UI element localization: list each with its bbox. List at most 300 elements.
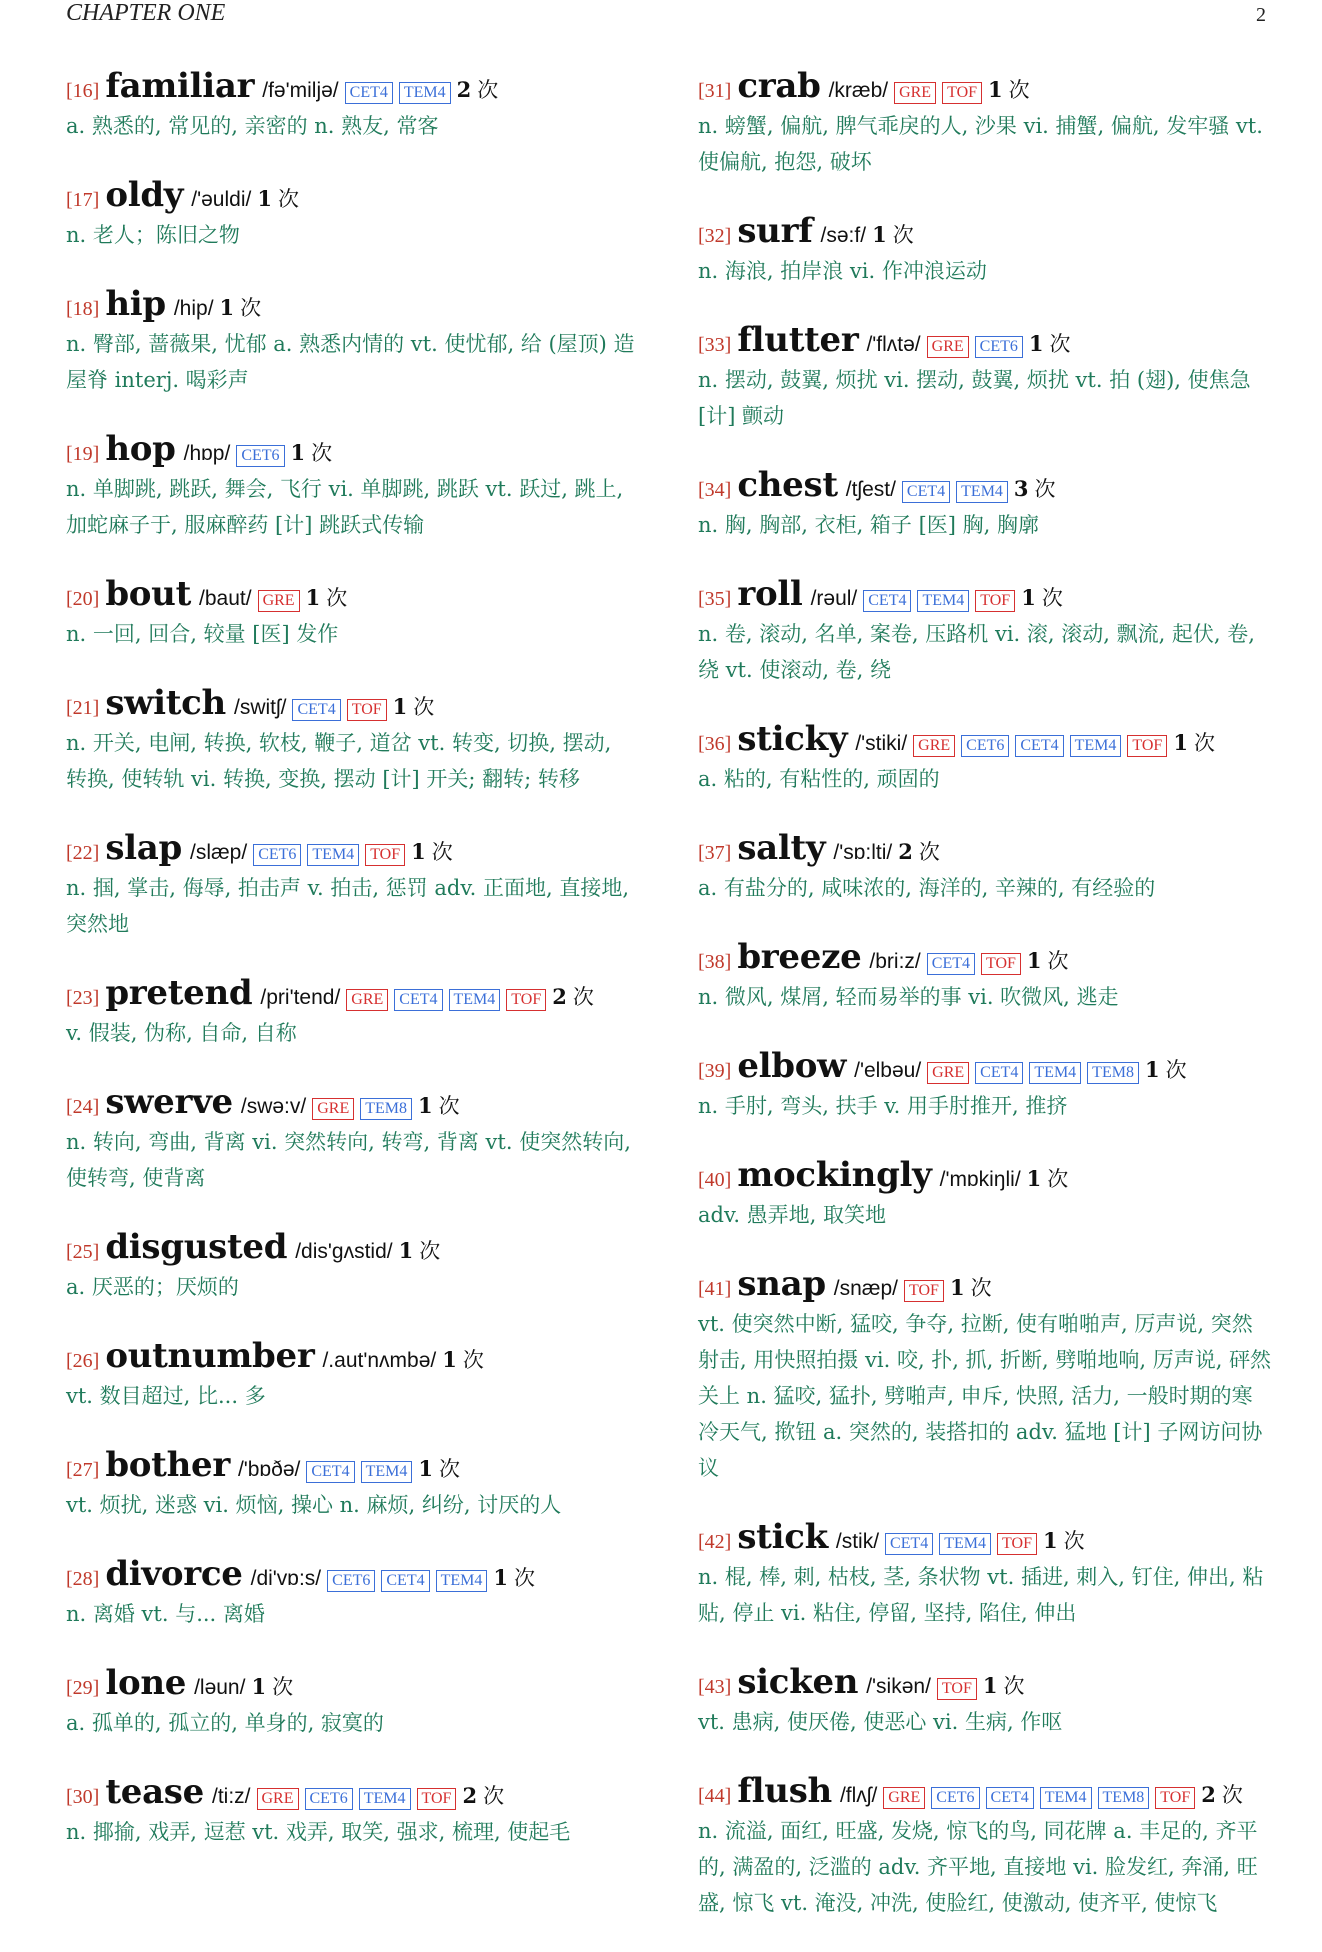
entry-index: [42]: [698, 1531, 732, 1553]
entry-phonetic: /hɒp/: [183, 442, 231, 465]
entry-definition: n. 微风, 煤屑, 轻而易举的事 vi. 吹微风, 逃走: [698, 985, 1119, 1009]
frequency-number: 1: [1042, 1528, 1058, 1553]
frequency-unit: 次: [892, 223, 914, 247]
entry-index: [32]: [698, 225, 732, 247]
exam-tag: CET4: [902, 481, 950, 503]
entry-definition: vt. 烦扰, 迷惑 vi. 烦恼, 操心 n. 麻烦, 纠纷, 讨厌的人: [66, 1493, 562, 1517]
entry-definition: n. 转向, 弯曲, 背离 vi. 突然转向, 转弯, 背离 vt. 使突然转向, 使转弯, 使背离: [66, 1130, 631, 1190]
entry-frequency: [1173, 723, 1215, 763]
frequency-number: 1: [1144, 1057, 1160, 1082]
exam-tag: TEM8: [1087, 1062, 1139, 1084]
vocab-entry: [66, 175, 636, 253]
frequency-unit: 次: [277, 187, 299, 211]
vocab-entry: [66, 973, 636, 1051]
entry-phonetic: /'sɒ:lti/: [833, 841, 893, 864]
entry-word: roll: [737, 574, 803, 614]
exam-tag: CET6: [236, 445, 284, 467]
entry-definition: n. 臀部, 蔷薇果, 忧郁 a. 熟悉内情的 vt. 使忧郁, 给 (屋顶) 造屋脊 interj. 喝彩声: [66, 332, 635, 392]
vocab-entry: [66, 1554, 636, 1632]
entry-frequency: [399, 1231, 441, 1271]
entry-definition: n. 摆动, 鼓翼, 烦扰 vi. 摆动, 鼓翼, 烦扰 vt. 拍 (翅), 使焦急 [计] 颤动: [698, 368, 1251, 428]
entry-frequency: [411, 832, 453, 872]
entry-word: hip: [105, 284, 166, 324]
entry-phonetic: /snæp/: [833, 1277, 898, 1300]
entry-phonetic: /'flʌtə/: [866, 333, 921, 356]
exam-tag: TOF: [942, 82, 982, 104]
exam-tag: TOF: [904, 1280, 944, 1302]
vocab-entry: [698, 1155, 1272, 1233]
entry-definition: n. 卷, 滚动, 名单, 案卷, 压路机 vi. 滚, 滚动, 飘流, 起伏, 卷, 绕 vt. 使滚动, 卷, 绕: [698, 622, 1255, 682]
exam-tag: CET4: [381, 1570, 429, 1592]
entry-word: swerve: [105, 1082, 233, 1122]
vocab-entry: [698, 320, 1272, 434]
entry-frequency: [457, 70, 499, 110]
frequency-number: 2: [462, 1783, 478, 1808]
entry-definition: n. 老人；陈旧之物: [66, 223, 240, 247]
entry-index: [33]: [698, 334, 732, 356]
entry-headline: [66, 1663, 636, 1703]
entry-headline: [698, 211, 1272, 251]
entry-index: [17]: [66, 189, 100, 211]
frequency-unit: 次: [240, 296, 262, 320]
frequency-unit: 次: [1063, 1529, 1085, 1553]
entry-frequency: [552, 977, 594, 1017]
entry-index: [39]: [698, 1060, 732, 1082]
entry-frequency: [1201, 1775, 1243, 1815]
entry-phonetic: /'bɒðə/: [237, 1458, 301, 1481]
entry-index: [34]: [698, 479, 732, 501]
entry-word: slap: [105, 828, 182, 868]
frequency-number: 1: [872, 222, 887, 247]
vocab-entry: [66, 828, 636, 942]
entry-phonetic: /'sikən/: [866, 1675, 931, 1698]
exam-tag: TEM4: [449, 989, 501, 1011]
exam-tag: TEM4: [956, 481, 1008, 503]
entry-frequency: [251, 1667, 293, 1707]
entry-frequency: [1029, 324, 1071, 364]
entry-phonetic: /swə:v/: [240, 1095, 307, 1118]
vocab-entry: [698, 719, 1272, 797]
exam-tag: CET6: [327, 1570, 375, 1592]
entry-definition: v. 假装, 伪称, 自命, 自称: [66, 1021, 297, 1045]
entry-headline: [66, 1082, 636, 1122]
frequency-number: 1: [392, 694, 408, 719]
entry-definition: a. 厌恶的；厌烦的: [66, 1275, 239, 1299]
entry-definition: n. 流溢, 面红, 旺盛, 发烧, 惊飞的鸟, 同花牌 a. 丰足的, 齐平的, 满盈的, 泛滥的 adv. 齐平地, 直接地 vi. 脸发红, 奔涌, 旺盛, 惊飞 vt. 淹没, 冲洗, 使脸红, 使激动, 使齐平, 使惊飞: [698, 1819, 1258, 1915]
entry-phonetic: /ti:z/: [211, 1785, 251, 1808]
vocab-entry: [698, 1517, 1272, 1631]
exam-tag: GRE: [257, 1788, 299, 1810]
entry-definition: n. 单脚跳, 跳跃, 舞会, 飞行 vi. 单脚跳, 跳跃 vt. 跃过, 跳上, 加蛇麻子于, 服麻醉药 [计] 跳跃式传输: [66, 477, 624, 537]
entry-frequency: [1027, 1159, 1069, 1199]
frequency-number: 1: [1021, 585, 1036, 610]
exam-tag: TOF: [937, 1678, 977, 1700]
entry-word: oldy: [105, 175, 184, 215]
vocab-entry: [66, 1082, 636, 1196]
entry-frequency: [257, 179, 299, 219]
frequency-number: 1: [442, 1347, 457, 1372]
vocab-entry: [66, 1227, 636, 1305]
entry-word: flush: [737, 1771, 832, 1811]
entry-index: [19]: [66, 443, 100, 465]
frequency-number: 3: [1013, 476, 1029, 501]
entry-definition: n. 胸, 胸部, 衣柜, 箱子 [医] 胸, 胸廓: [698, 513, 1040, 537]
chapter-title: CHAPTER ONE: [66, 0, 226, 26]
entry-phonetic: /sə:f/: [820, 224, 867, 247]
exam-tag: TOF: [1127, 735, 1167, 757]
vocab-entry: [66, 429, 636, 543]
entry-word: hop: [105, 429, 176, 469]
entry-frequency: [1145, 1050, 1187, 1090]
vocab-entry: [66, 1336, 636, 1414]
entry-word: pretend: [105, 973, 253, 1013]
page-number: 2: [1256, 4, 1266, 26]
entry-headline: [66, 574, 636, 614]
entry-headline: [66, 429, 636, 469]
frequency-unit: 次: [514, 1566, 535, 1590]
entry-headline: [698, 719, 1272, 759]
entry-index: [21]: [66, 697, 100, 719]
entry-phonetic: /baut/: [199, 587, 252, 610]
frequency-number: 1: [418, 1093, 433, 1118]
entry-definition: n. 揶揄, 戏弄, 逗惹 vt. 戏弄, 取笑, 强求, 梳理, 使起毛: [66, 1820, 571, 1844]
frequency-number: 1: [982, 1673, 998, 1698]
frequency-number: 1: [290, 440, 306, 465]
entry-phonetic: /kræb/: [828, 79, 889, 102]
entry-headline: [698, 1771, 1272, 1811]
vocab-entry: [66, 284, 636, 398]
entry-word: switch: [105, 683, 226, 723]
frequency-number: 2: [898, 839, 913, 864]
entry-headline: [698, 937, 1272, 977]
entry-word: mockingly: [737, 1155, 932, 1195]
entry-phonetic: /'əuldi/: [191, 188, 252, 211]
exam-tag: TOF: [365, 844, 405, 866]
entry-frequency: [950, 1268, 992, 1308]
entry-frequency: [898, 832, 940, 872]
entry-index: [22]: [66, 842, 100, 864]
entry-index: [24]: [66, 1096, 100, 1118]
entry-headline: [66, 1445, 636, 1485]
exam-tag: CET4: [1015, 735, 1063, 757]
entry-frequency: [462, 1776, 504, 1816]
left-column: [66, 66, 636, 1881]
exam-tag: GRE: [258, 590, 300, 612]
exam-tag: GRE: [927, 336, 969, 358]
frequency-unit: 次: [1047, 1167, 1069, 1191]
frequency-number: 2: [1201, 1782, 1216, 1807]
entry-index: [44]: [698, 1785, 732, 1807]
entry-headline: [66, 1227, 636, 1267]
entry-index: [31]: [698, 80, 732, 102]
exam-tag: GRE: [894, 82, 936, 104]
entry-headline: [698, 465, 1272, 505]
vocab-entry: [698, 828, 1272, 906]
frequency-unit: 次: [483, 1784, 505, 1808]
entry-headline: [698, 1046, 1272, 1086]
vocab-entry: [66, 1663, 636, 1741]
exam-tag: CET4: [394, 989, 442, 1011]
frequency-unit: 次: [477, 78, 499, 102]
exam-tag: TEM4: [361, 1461, 413, 1483]
entry-headline: [698, 66, 1272, 106]
entry-word: lone: [105, 1663, 187, 1703]
entry-word: crab: [737, 66, 821, 106]
frequency-unit: 次: [1008, 78, 1030, 102]
exam-tag: CET4: [927, 953, 975, 975]
exam-tag: TOF: [1155, 1787, 1195, 1809]
exam-tag: GRE: [883, 1787, 925, 1809]
frequency-unit: 次: [1034, 477, 1056, 501]
vocab-entry: [698, 1264, 1272, 1486]
entry-definition: vt. 患病, 使厌倦, 使恶心 vi. 生病, 作呕: [698, 1710, 1063, 1734]
frequency-unit: 次: [1193, 731, 1215, 755]
entry-index: [16]: [66, 80, 100, 102]
entry-index: [20]: [66, 588, 100, 610]
exam-tag: TEM4: [359, 1788, 411, 1810]
entry-frequency: [988, 70, 1030, 110]
entry-frequency: [1021, 578, 1063, 618]
entry-index: [40]: [698, 1169, 732, 1191]
entry-definition: n. 棍, 棒, 刺, 枯枝, 茎, 条状物 vt. 插进, 刺入, 钉住, 伸出, 粘贴, 停止 vi. 粘住, 停留, 坚持, 陷住, 伸出: [698, 1565, 1264, 1625]
exam-tag: CET6: [975, 336, 1023, 358]
entry-headline: [698, 1662, 1272, 1702]
frequency-unit: 次: [1047, 949, 1069, 973]
entry-word: snap: [737, 1264, 826, 1304]
frequency-number: 1: [1026, 1166, 1042, 1191]
exam-tag: GRE: [927, 1062, 969, 1084]
entry-headline: [66, 828, 636, 868]
entry-headline: [66, 284, 636, 324]
exam-tag: CET6: [931, 1787, 979, 1809]
frequency-unit: 次: [311, 441, 333, 465]
exam-tag: GRE: [346, 989, 388, 1011]
entry-word: salty: [737, 828, 826, 868]
entry-definition: n. 螃蟹, 偏航, 脾气乖戾的人, 沙果 vi. 捕蟹, 偏航, 发牢骚 vt. 使偏航, 抱怨, 破坏: [698, 114, 1263, 174]
exam-tag: CET6: [253, 844, 301, 866]
entry-word: sticky: [737, 719, 848, 759]
entry-phonetic: /stik/: [835, 1530, 880, 1553]
frequency-unit: 次: [419, 1239, 441, 1263]
entry-phonetic: /flʌʃ/: [839, 1784, 878, 1807]
exam-tag: GRE: [913, 735, 955, 757]
entry-index: [29]: [66, 1677, 100, 1699]
frequency-unit: 次: [918, 840, 940, 864]
exam-tag: CET4: [306, 1461, 354, 1483]
entry-definition: n. 离婚 vt. 与... 离婚: [66, 1602, 265, 1626]
entry-definition: a. 粘的, 有粘性的, 顽固的: [698, 767, 940, 791]
right-column: [698, 66, 1272, 1952]
frequency-unit: 次: [326, 586, 348, 610]
exam-tag: TEM4: [917, 590, 969, 612]
frequency-unit: 次: [462, 1348, 484, 1372]
frequency-number: 1: [398, 1238, 414, 1263]
entry-index: [28]: [66, 1568, 100, 1590]
entry-word: disgusted: [105, 1227, 288, 1267]
entry-headline: [698, 828, 1272, 868]
entry-index: [37]: [698, 842, 732, 864]
entry-headline: [66, 1336, 636, 1376]
exam-tag: CET4: [292, 699, 340, 721]
entry-headline: [66, 175, 636, 215]
entry-headline: [698, 1517, 1272, 1557]
exam-tag: TOF: [347, 699, 387, 721]
entry-word: stick: [737, 1517, 828, 1557]
page-header: [66, 0, 1266, 30]
vocab-entry: [66, 66, 636, 144]
entry-definition: a. 孤单的, 孤立的, 单身的, 寂寞的: [66, 1711, 384, 1735]
entry-frequency: [393, 687, 435, 727]
entry-frequency: [983, 1666, 1025, 1706]
entry-word: flutter: [737, 320, 859, 360]
entry-headline: [698, 320, 1272, 360]
entry-definition: adv. 愚弄地, 取笑地: [698, 1203, 887, 1227]
entry-phonetic: /ləun/: [194, 1676, 246, 1699]
exam-tag: TEM4: [307, 844, 359, 866]
frequency-unit: 次: [1049, 332, 1071, 356]
frequency-number: 1: [257, 186, 272, 211]
vocab-entry: [698, 1771, 1272, 1921]
entry-frequency: [220, 288, 262, 328]
vocab-entry: [698, 574, 1272, 688]
entry-phonetic: /fə'miljə/: [262, 79, 339, 102]
entry-frequency: [1027, 941, 1069, 981]
frequency-unit: 次: [438, 1094, 460, 1118]
frequency-number: 1: [493, 1565, 508, 1590]
entry-word: chest: [737, 465, 838, 505]
entry-definition: n. 一回, 回合, 较量 [医] 发作: [66, 622, 339, 646]
entry-phonetic: /di'vɒ:s/: [250, 1567, 322, 1590]
entry-frequency: [306, 578, 348, 618]
entry-phonetic: /rəul/: [810, 587, 858, 610]
entry-headline: [66, 683, 636, 723]
exam-tag: CET6: [961, 735, 1009, 757]
entry-frequency: [442, 1340, 484, 1380]
entry-phonetic: /'mɒkiŋli/: [939, 1168, 1021, 1191]
frequency-unit: 次: [1041, 586, 1063, 610]
entry-definition: n. 掴, 掌击, 侮辱, 拍击声 v. 拍击, 惩罚 adv. 正面地, 直接地, 突然地: [66, 876, 630, 936]
frequency-number: 2: [552, 984, 567, 1009]
entry-frequency: [418, 1449, 460, 1489]
exam-tag: TEM4: [1029, 1062, 1081, 1084]
entry-definition: n. 海浪, 拍岸浪 vi. 作冲浪运动: [698, 259, 987, 283]
exam-tag: CET4: [885, 1533, 933, 1555]
exam-tag: TEM4: [399, 82, 451, 104]
frequency-unit: 次: [1221, 1783, 1243, 1807]
exam-tag: TOF: [997, 1533, 1037, 1555]
entry-word: elbow: [737, 1046, 847, 1086]
vocab-entry: [66, 683, 636, 797]
entry-frequency: [872, 215, 914, 255]
exam-tag: GRE: [312, 1098, 354, 1120]
entry-definition: vt. 使突然中断, 猛咬, 争夺, 拉断, 使有啪啪声, 厉声说, 突然射击, 用快照拍摄 vi. 咬, 扑, 抓, 折断, 劈啪地响, 厉声说, 砰然关上 n. 猛咬, 猛扑, 劈啪声, 申斥, 快照, 活力, 一般时期的寒冷天气, 揿钮 a. 突然的, 装搭扣的 adv. 猛地 [计] 子网访问协议: [698, 1312, 1272, 1480]
entry-headline: [66, 1772, 636, 1812]
entry-definition: n. 开关, 电闸, 转换, 软枝, 鞭子, 道岔 vt. 转变, 切换, 摆动, 转换, 使转轨 vi. 转换, 变换, 摆动 [计] 开关; 翻转; 转移: [66, 731, 612, 791]
entry-word: familiar: [105, 66, 255, 106]
entry-phonetic: /'elbəu/: [854, 1059, 922, 1082]
entry-word: bother: [105, 1445, 230, 1485]
entry-index: [18]: [66, 298, 100, 320]
vocab-entry: [698, 211, 1272, 289]
frequency-number: 1: [305, 585, 321, 610]
exam-tag: TEM8: [1098, 1787, 1150, 1809]
entry-headline: [66, 973, 636, 1013]
exam-tag: TOF: [981, 953, 1021, 975]
exam-tag: TOF: [506, 989, 546, 1011]
exam-tag: TEM8: [360, 1098, 412, 1120]
frequency-unit: 次: [431, 840, 453, 864]
entry-index: [35]: [698, 588, 732, 610]
entry-headline: [698, 574, 1272, 614]
frequency-number: 1: [1173, 730, 1188, 755]
entry-index: [43]: [698, 1676, 732, 1698]
exam-tag: TEM4: [1070, 735, 1122, 757]
entry-index: [30]: [66, 1786, 100, 1808]
entry-word: tease: [105, 1772, 204, 1812]
entry-frequency: [418, 1086, 460, 1126]
exam-tag: CET4: [345, 82, 393, 104]
vocab-entry: [66, 1445, 636, 1523]
entry-definition: a. 有盐分的, 咸味浓的, 海洋的, 辛辣的, 有经验的: [698, 876, 1156, 900]
exam-tag: TOF: [417, 1788, 457, 1810]
entry-word: outnumber: [105, 1336, 315, 1376]
frequency-number: 1: [418, 1456, 433, 1481]
frequency-unit: 次: [572, 985, 594, 1009]
entry-phonetic: /slæp/: [190, 841, 248, 864]
exam-tag: TEM4: [436, 1570, 488, 1592]
entry-definition: vt. 数目超过, 比... 多: [66, 1384, 266, 1408]
entry-phonetic: /switʃ/: [233, 696, 287, 719]
entry-frequency: [1014, 469, 1056, 509]
entry-headline: [66, 1554, 636, 1594]
entry-word: bout: [105, 574, 192, 614]
exam-tag: CET4: [863, 590, 911, 612]
vocab-entry: [698, 465, 1272, 543]
frequency-number: 2: [456, 77, 472, 102]
vocab-entry: [698, 1046, 1272, 1124]
exam-tag: CET6: [305, 1788, 353, 1810]
vocab-entry: [66, 1772, 636, 1850]
entry-index: [41]: [698, 1278, 732, 1300]
entry-definition: a. 熟悉的, 常见的, 亲密的 n. 熟友, 常客: [66, 114, 439, 138]
frequency-unit: 次: [272, 1675, 294, 1699]
exam-tag: TOF: [975, 590, 1015, 612]
exam-tag: CET4: [975, 1062, 1023, 1084]
entry-headline: [698, 1264, 1272, 1304]
entry-phonetic: /pri'tend/: [260, 986, 341, 1009]
frequency-unit: 次: [438, 1457, 460, 1481]
vocab-entry: [698, 937, 1272, 1015]
entry-index: [38]: [698, 951, 732, 973]
frequency-number: 1: [988, 77, 1003, 102]
entry-index: [36]: [698, 733, 732, 755]
entry-phonetic: /tʃest/: [845, 478, 896, 501]
entry-index: [26]: [66, 1350, 100, 1372]
entry-frequency: [291, 433, 333, 473]
entry-word: sicken: [737, 1662, 859, 1702]
exam-tag: CET4: [986, 1787, 1034, 1809]
entry-word: divorce: [105, 1554, 243, 1594]
frequency-number: 1: [949, 1275, 965, 1300]
exam-tag: TEM4: [939, 1533, 991, 1555]
frequency-number: 1: [219, 295, 235, 320]
entry-phonetic: /'stiki/: [855, 732, 908, 755]
vocab-entry: [698, 66, 1272, 180]
entry-word: breeze: [737, 937, 862, 977]
entry-phonetic: /dis'gʌstid/: [295, 1240, 393, 1263]
frequency-number: 1: [1028, 331, 1044, 356]
entry-phonetic: /hip/: [173, 297, 214, 320]
